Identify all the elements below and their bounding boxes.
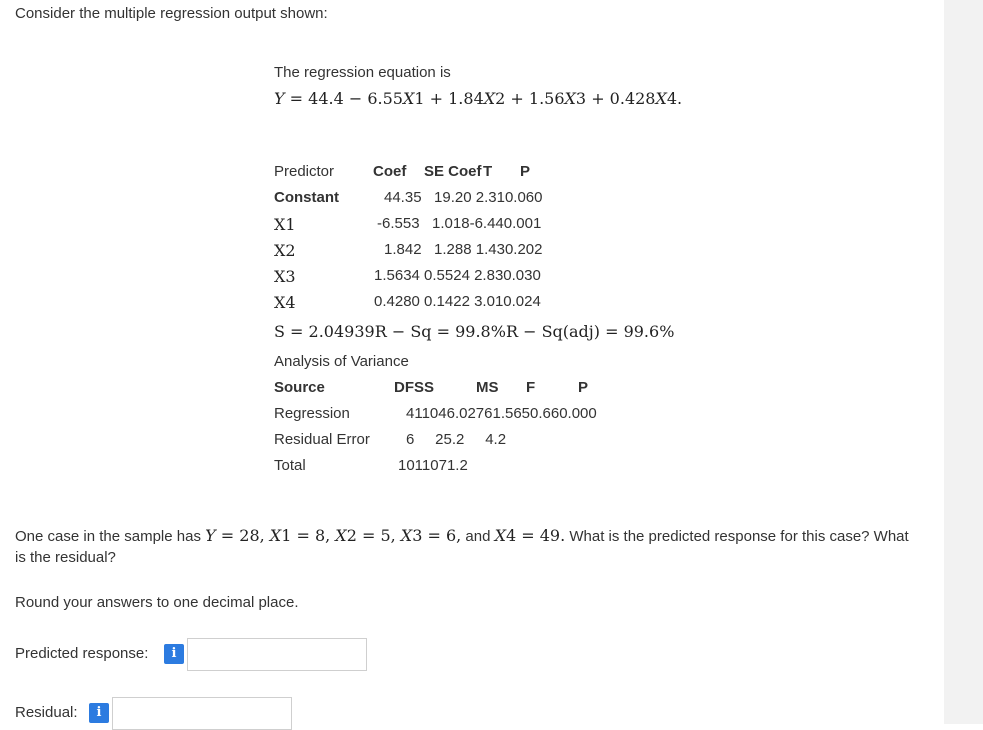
anova-row-regression-values: 411046.02761.5650.660.000 bbox=[406, 405, 597, 422]
coef-header-p: P bbox=[520, 163, 531, 180]
case-text-question: What is the predicted response for this case? What bbox=[569, 528, 909, 545]
case-question: One case in the sample has Y = 28, X1 = 8, X2 = 5, X3 = 6, and X4 = 49. What is the predicted response for this case? What bbox=[15, 526, 909, 545]
anova-header-ss: SS bbox=[414, 379, 435, 396]
residual-input[interactable] bbox=[112, 697, 292, 730]
coef-row-constant-values: 44.35 19.20 2.310.060 bbox=[384, 189, 543, 206]
model-summary: S = 2.04939R − Sq = 99.8%R − Sq(adj) = 99.6% bbox=[274, 322, 675, 341]
coef-row-x2-label: X2 bbox=[274, 241, 296, 260]
anova-header-ms: MS bbox=[476, 379, 499, 396]
anova-row-total-values: 1011071.2 bbox=[398, 457, 468, 474]
info-icon[interactable]: i bbox=[164, 644, 184, 664]
anova-row-residual-values: 6 25.2 4.2 bbox=[406, 431, 507, 448]
predicted-response-input[interactable] bbox=[187, 638, 367, 671]
coef-row-constant-label: Constant bbox=[274, 189, 339, 206]
coef-header-t: T bbox=[483, 163, 493, 180]
coef-row-x1-values: -6.553 1.018-6.440.001 bbox=[377, 215, 542, 232]
coef-row-x1-label: X1 bbox=[274, 215, 296, 234]
anova-header-f: F bbox=[526, 379, 536, 396]
coef-header-se: SE Coef bbox=[424, 163, 482, 180]
intro-text: Consider the multiple regression output shown: bbox=[15, 5, 328, 22]
round-note: Round your answers to one decimal place. bbox=[15, 594, 299, 611]
anova-header-p: P bbox=[578, 379, 589, 396]
case-question-line2: is the residual? bbox=[15, 549, 116, 566]
info-icon[interactable]: i bbox=[89, 703, 109, 723]
coef-header-predictor: Predictor bbox=[274, 163, 335, 180]
coef-row-x3-values: 1.5634 0.5524 2.830.030 bbox=[374, 267, 541, 284]
coef-header-coef: Coef bbox=[373, 163, 407, 180]
case-text-lead: One case in the sample has bbox=[15, 528, 201, 545]
anova-row-total-label: Total bbox=[274, 457, 306, 474]
coef-row-x4-values: 0.4280 0.1422 3.010.024 bbox=[374, 293, 541, 310]
coef-row-x2-values: 1.842 1.288 1.430.202 bbox=[384, 241, 543, 258]
coef-row-x3-label: X3 bbox=[274, 267, 296, 286]
case-x4: X4 = 49. bbox=[494, 526, 566, 545]
regression-equation: Y = 44.4 − 6.55X1 + 1.84X2 + 1.56X3 + 0.428X4. bbox=[274, 89, 683, 108]
case-values: Y = 28, X1 = 8, X2 = 5, X3 = 6, bbox=[205, 526, 462, 545]
residual-label: Residual: bbox=[15, 704, 78, 721]
anova-header-df: DF bbox=[394, 379, 414, 396]
anova-row-residual-label: Residual Error bbox=[274, 431, 370, 448]
right-side-panel bbox=[944, 0, 983, 724]
predicted-response-label: Predicted response: bbox=[15, 645, 149, 662]
anova-row-regression-label: Regression bbox=[274, 405, 350, 422]
anova-header-source: Source bbox=[274, 379, 325, 396]
coef-row-x4-label: X4 bbox=[274, 293, 296, 312]
anova-title: Analysis of Variance bbox=[274, 353, 409, 370]
equation-label: The regression equation is bbox=[274, 64, 451, 81]
